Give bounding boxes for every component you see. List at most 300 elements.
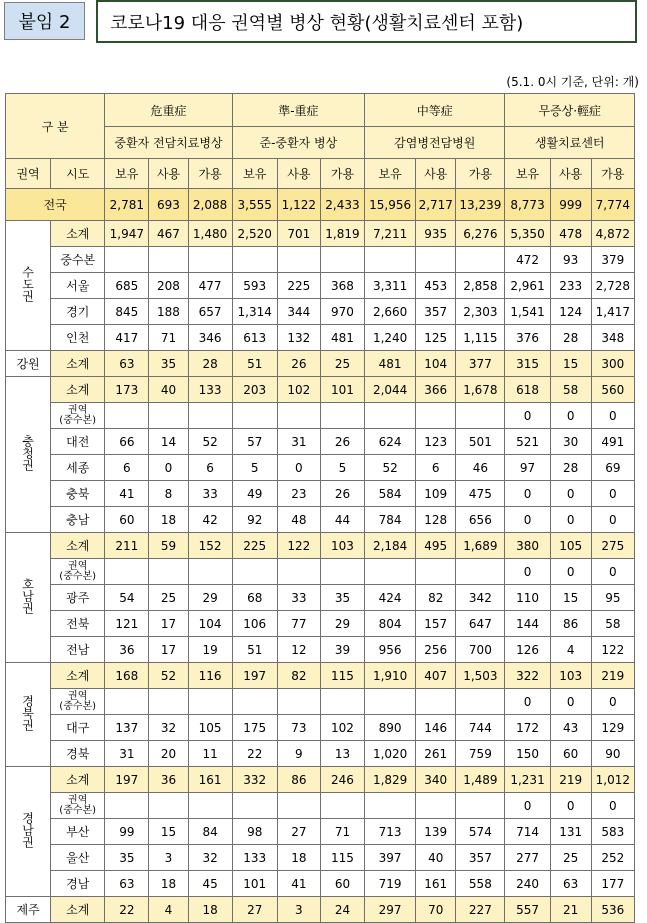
table-cell: 203 bbox=[232, 377, 277, 403]
table-cell: 0 bbox=[550, 793, 591, 819]
table-cell bbox=[416, 689, 456, 715]
table-cell: 71 bbox=[149, 325, 188, 351]
table-row bbox=[6, 715, 635, 741]
col-header: 보유 bbox=[232, 159, 277, 189]
table-cell: 6,276 bbox=[456, 221, 505, 247]
table-cell bbox=[456, 559, 505, 585]
table-cell: 227 bbox=[456, 897, 505, 923]
table-cell: 18 bbox=[188, 897, 232, 923]
table-cell bbox=[416, 793, 456, 819]
table-cell: 1,115 bbox=[456, 325, 505, 351]
table-cell: 970 bbox=[320, 299, 364, 325]
table-cell bbox=[232, 793, 277, 819]
table-cell: 0 bbox=[550, 403, 591, 429]
table-cell: 103 bbox=[550, 663, 591, 689]
table-cell: 2,303 bbox=[456, 299, 505, 325]
table-cell: 15 bbox=[149, 819, 188, 845]
table-cell: 103 bbox=[320, 533, 364, 559]
table-cell: 48 bbox=[277, 507, 320, 533]
region-label bbox=[6, 767, 51, 897]
table-cell: 121 bbox=[105, 611, 149, 637]
table-row bbox=[6, 897, 635, 923]
col-header: 사용 bbox=[550, 159, 591, 189]
table-cell bbox=[365, 403, 416, 429]
table-cell: 11 bbox=[188, 741, 232, 767]
table-cell: 109 bbox=[416, 481, 456, 507]
table-cell: 15 bbox=[550, 585, 591, 611]
table-cell: 22 bbox=[232, 741, 277, 767]
table-cell: 25 bbox=[320, 351, 364, 377]
table-cell: 0 bbox=[505, 793, 550, 819]
region-name: 경북권 bbox=[20, 695, 35, 731]
table-cell bbox=[320, 689, 364, 715]
table-cell: 315 bbox=[505, 351, 550, 377]
table-cell: 144 bbox=[505, 611, 550, 637]
table-cell: 521 bbox=[505, 429, 550, 455]
table-cell: 133 bbox=[188, 377, 232, 403]
table-cell: 122 bbox=[591, 637, 634, 663]
table-cell: 2,184 bbox=[365, 533, 416, 559]
table-cell: 1,314 bbox=[232, 299, 277, 325]
table-cell: 63 bbox=[105, 351, 149, 377]
table-cell bbox=[232, 247, 277, 273]
table-cell: 472 bbox=[505, 247, 550, 273]
table-row bbox=[6, 325, 635, 351]
table-cell: 43 bbox=[550, 715, 591, 741]
table-cell: 63 bbox=[105, 871, 149, 897]
table-row bbox=[6, 221, 635, 247]
city-label: 소계 bbox=[51, 221, 105, 247]
table-cell: 536 bbox=[591, 897, 634, 923]
table-cell: 70 bbox=[416, 897, 456, 923]
table-cell: 32 bbox=[149, 715, 188, 741]
table-cell: 804 bbox=[365, 611, 416, 637]
col-header: 보유 bbox=[105, 159, 149, 189]
table-cell: 407 bbox=[416, 663, 456, 689]
nation-value: 2,088 bbox=[188, 189, 232, 221]
table-cell: 32 bbox=[188, 845, 232, 871]
table-cell: 25 bbox=[550, 845, 591, 871]
table-cell: 344 bbox=[277, 299, 320, 325]
col-header: 가용 bbox=[591, 159, 634, 189]
table-cell: 252 bbox=[591, 845, 634, 871]
table-cell bbox=[277, 403, 320, 429]
table-cell: 2,961 bbox=[505, 273, 550, 299]
table-cell: 36 bbox=[149, 767, 188, 793]
city-label: 소계 bbox=[51, 897, 105, 923]
region-name: 제주 bbox=[16, 903, 40, 917]
table-cell: 219 bbox=[550, 767, 591, 793]
table-cell: 0 bbox=[149, 455, 188, 481]
table-cell: 123 bbox=[416, 429, 456, 455]
region-label bbox=[6, 533, 51, 663]
table-cell: 845 bbox=[105, 299, 149, 325]
table-row bbox=[6, 637, 635, 663]
category-mild: 무증상·輕症 bbox=[505, 94, 635, 127]
table-cell: 17 bbox=[149, 637, 188, 663]
table-cell: 116 bbox=[188, 663, 232, 689]
city-label: 소계 bbox=[51, 767, 105, 793]
table-cell: 2,728 bbox=[591, 273, 634, 299]
table-cell: 475 bbox=[456, 481, 505, 507]
table-cell: 139 bbox=[416, 819, 456, 845]
table-cell bbox=[365, 689, 416, 715]
table-cell: 477 bbox=[188, 273, 232, 299]
table-cell: 77 bbox=[277, 611, 320, 637]
table-cell bbox=[188, 689, 232, 715]
table-cell: 613 bbox=[232, 325, 277, 351]
table-cell: 132 bbox=[277, 325, 320, 351]
table-cell: 95 bbox=[591, 585, 634, 611]
table-cell: 106 bbox=[232, 611, 277, 637]
table-cell: 124 bbox=[550, 299, 591, 325]
table-cell: 23 bbox=[277, 481, 320, 507]
table-cell: 481 bbox=[365, 351, 416, 377]
table-cell bbox=[188, 559, 232, 585]
table-cell: 0 bbox=[550, 559, 591, 585]
table-cell bbox=[105, 793, 149, 819]
table-cell: 583 bbox=[591, 819, 634, 845]
table-cell: 59 bbox=[149, 533, 188, 559]
table-cell bbox=[456, 247, 505, 273]
table-cell: 348 bbox=[591, 325, 634, 351]
table-cell: 256 bbox=[416, 637, 456, 663]
table-cell: 424 bbox=[365, 585, 416, 611]
region-name: 강원 bbox=[16, 357, 40, 371]
table-cell: 99 bbox=[105, 819, 149, 845]
table-cell: 1,231 bbox=[505, 767, 550, 793]
table-cell: 101 bbox=[320, 377, 364, 403]
region-name: 호남권 bbox=[20, 578, 35, 614]
table-cell: 177 bbox=[591, 871, 634, 897]
table-cell bbox=[320, 247, 364, 273]
table-cell: 300 bbox=[591, 351, 634, 377]
table-cell: 593 bbox=[232, 273, 277, 299]
table-cell: 197 bbox=[105, 767, 149, 793]
city-label: 소계 bbox=[51, 663, 105, 689]
table-cell: 211 bbox=[105, 533, 149, 559]
table-cell: 956 bbox=[365, 637, 416, 663]
table-cell: 495 bbox=[416, 533, 456, 559]
col-header: 사용 bbox=[416, 159, 456, 189]
attachment-tag: 붙임 2 bbox=[4, 2, 85, 40]
table-cell: 146 bbox=[416, 715, 456, 741]
region-label bbox=[6, 663, 51, 767]
region-label bbox=[6, 221, 51, 351]
table-cell: 297 bbox=[365, 897, 416, 923]
table-cell: 0 bbox=[505, 403, 550, 429]
region-label bbox=[6, 897, 51, 923]
table-cell: 713 bbox=[365, 819, 416, 845]
region-label bbox=[6, 377, 51, 533]
table-row bbox=[6, 689, 635, 715]
table-cell: 71 bbox=[320, 819, 364, 845]
table-cell: 685 bbox=[105, 273, 149, 299]
city-label: 전북 bbox=[51, 611, 105, 637]
table-cell: 0 bbox=[505, 689, 550, 715]
table-row bbox=[6, 403, 635, 429]
nation-value: 999 bbox=[550, 189, 591, 221]
table-cell: 33 bbox=[188, 481, 232, 507]
table-cell: 104 bbox=[188, 611, 232, 637]
table-cell: 42 bbox=[188, 507, 232, 533]
table-cell: 8 bbox=[149, 481, 188, 507]
col-header: 가용 bbox=[188, 159, 232, 189]
table-cell bbox=[188, 793, 232, 819]
city-label: 권역 (중수본) bbox=[51, 403, 105, 429]
table-cell: 29 bbox=[188, 585, 232, 611]
table-cell: 3,311 bbox=[365, 273, 416, 299]
table-cell: 219 bbox=[591, 663, 634, 689]
category-moderate: 中等症 bbox=[365, 94, 505, 127]
table-cell: 2,660 bbox=[365, 299, 416, 325]
table-cell bbox=[232, 559, 277, 585]
table-cell: 1,819 bbox=[320, 221, 364, 247]
table-cell: 35 bbox=[105, 845, 149, 871]
city-label: 충남 bbox=[51, 507, 105, 533]
table-cell: 173 bbox=[105, 377, 149, 403]
table-cell: 275 bbox=[591, 533, 634, 559]
city-label: 전남 bbox=[51, 637, 105, 663]
region-name: 충청권 bbox=[20, 435, 35, 471]
table-cell: 261 bbox=[416, 741, 456, 767]
table-cell: 31 bbox=[105, 741, 149, 767]
table-cell: 44 bbox=[320, 507, 364, 533]
table-cell: 102 bbox=[320, 715, 364, 741]
table-cell: 4 bbox=[550, 637, 591, 663]
table-cell: 2,044 bbox=[365, 377, 416, 403]
nation-value: 693 bbox=[149, 189, 188, 221]
table-row bbox=[6, 819, 635, 845]
table-cell: 1,678 bbox=[456, 377, 505, 403]
city-label: 인천 bbox=[51, 325, 105, 351]
col-header: 보유 bbox=[505, 159, 550, 189]
table-cell bbox=[365, 559, 416, 585]
table-cell: 935 bbox=[416, 221, 456, 247]
table-cell: 346 bbox=[188, 325, 232, 351]
region-label bbox=[6, 351, 51, 377]
city-label: 권역 (중수본) bbox=[51, 689, 105, 715]
category-semi-critical: 準-重症 bbox=[232, 94, 364, 127]
table-cell: 82 bbox=[416, 585, 456, 611]
col-header: 가용 bbox=[456, 159, 505, 189]
nation-value: 7,774 bbox=[591, 189, 634, 221]
table-cell: 68 bbox=[232, 585, 277, 611]
table-cell: 90 bbox=[591, 741, 634, 767]
table-cell: 115 bbox=[320, 663, 364, 689]
table-cell: 26 bbox=[277, 351, 320, 377]
table-cell: 105 bbox=[550, 533, 591, 559]
nation-value: 2,717 bbox=[416, 189, 456, 221]
table-cell: 25 bbox=[149, 585, 188, 611]
nation-value: 8,773 bbox=[505, 189, 550, 221]
table-cell: 557 bbox=[505, 897, 550, 923]
table-cell bbox=[232, 689, 277, 715]
table-cell: 161 bbox=[188, 767, 232, 793]
table-cell: 560 bbox=[591, 377, 634, 403]
nation-label: 전국 bbox=[6, 189, 105, 221]
table-cell: 12 bbox=[277, 637, 320, 663]
table-cell: 39 bbox=[320, 637, 364, 663]
table-row bbox=[6, 299, 635, 325]
table-cell: 133 bbox=[232, 845, 277, 871]
table-cell: 27 bbox=[232, 897, 277, 923]
table-cell: 18 bbox=[149, 871, 188, 897]
bed-status-table bbox=[5, 93, 635, 923]
table-row bbox=[6, 585, 635, 611]
table-cell: 92 bbox=[232, 507, 277, 533]
table-cell: 1,689 bbox=[456, 533, 505, 559]
table-cell: 478 bbox=[550, 221, 591, 247]
table-cell bbox=[149, 247, 188, 273]
table-cell bbox=[149, 559, 188, 585]
table-cell: 618 bbox=[505, 377, 550, 403]
table-cell bbox=[456, 689, 505, 715]
city-label: 충북 bbox=[51, 481, 105, 507]
table-cell: 656 bbox=[456, 507, 505, 533]
table-cell: 1,489 bbox=[456, 767, 505, 793]
nation-value: 2,433 bbox=[320, 189, 364, 221]
table-cell: 104 bbox=[416, 351, 456, 377]
table-row bbox=[6, 741, 635, 767]
subcategory-critical: 중환자 전담치료병상 bbox=[105, 127, 232, 159]
table-cell: 86 bbox=[277, 767, 320, 793]
corner-header: 구 분 bbox=[6, 94, 105, 159]
table-cell: 35 bbox=[149, 351, 188, 377]
table-cell: 744 bbox=[456, 715, 505, 741]
city-label: 세종 bbox=[51, 455, 105, 481]
table-cell: 322 bbox=[505, 663, 550, 689]
table-cell bbox=[320, 403, 364, 429]
city-label: 소계 bbox=[51, 351, 105, 377]
table-cell: 24 bbox=[320, 897, 364, 923]
table-cell: 14 bbox=[149, 429, 188, 455]
table-cell: 30 bbox=[550, 429, 591, 455]
table-cell: 131 bbox=[550, 819, 591, 845]
table-cell: 377 bbox=[456, 351, 505, 377]
table-row bbox=[6, 845, 635, 871]
table-cell: 467 bbox=[149, 221, 188, 247]
table-cell: 122 bbox=[277, 533, 320, 559]
col-header: 가용 bbox=[320, 159, 364, 189]
table-cell: 890 bbox=[365, 715, 416, 741]
table-cell: 22 bbox=[105, 897, 149, 923]
city-label: 권역 (중수본) bbox=[51, 559, 105, 585]
table-cell: 246 bbox=[320, 767, 364, 793]
table-cell: 700 bbox=[456, 637, 505, 663]
table-cell bbox=[456, 793, 505, 819]
table-cell: 26 bbox=[320, 481, 364, 507]
table-cell: 31 bbox=[277, 429, 320, 455]
table-cell: 0 bbox=[591, 559, 634, 585]
nation-value: 15,956 bbox=[365, 189, 416, 221]
table-cell: 5,350 bbox=[505, 221, 550, 247]
table-row bbox=[6, 507, 635, 533]
table-cell bbox=[365, 247, 416, 273]
table-cell: 84 bbox=[188, 819, 232, 845]
table-row bbox=[6, 663, 635, 689]
table-cell: 157 bbox=[416, 611, 456, 637]
table-cell: 35 bbox=[320, 585, 364, 611]
col-header-city: 시도 bbox=[51, 159, 105, 189]
table-cell: 0 bbox=[505, 507, 550, 533]
table-cell: 66 bbox=[105, 429, 149, 455]
table-row bbox=[6, 871, 635, 897]
table-cell: 28 bbox=[188, 351, 232, 377]
table-cell: 172 bbox=[505, 715, 550, 741]
col-header-region: 권역 bbox=[6, 159, 51, 189]
table-cell bbox=[416, 559, 456, 585]
table-row bbox=[6, 351, 635, 377]
table-cell: 27 bbox=[277, 819, 320, 845]
table-cell: 51 bbox=[232, 637, 277, 663]
table-cell: 137 bbox=[105, 715, 149, 741]
table-cell bbox=[365, 793, 416, 819]
table-cell: 45 bbox=[188, 871, 232, 897]
city-label: 광주 bbox=[51, 585, 105, 611]
table-cell: 168 bbox=[105, 663, 149, 689]
table-note: (5.1. 0시 기준, 단위: 개) bbox=[506, 75, 639, 89]
city-label: 소계 bbox=[51, 377, 105, 403]
table-cell: 60 bbox=[320, 871, 364, 897]
table-cell bbox=[277, 689, 320, 715]
table-cell: 574 bbox=[456, 819, 505, 845]
table-cell: 110 bbox=[505, 585, 550, 611]
table-cell: 125 bbox=[416, 325, 456, 351]
table-cell: 225 bbox=[232, 533, 277, 559]
subcategory-moderate: 감염병전담병원 bbox=[365, 127, 505, 159]
table-cell: 558 bbox=[456, 871, 505, 897]
table-cell: 28 bbox=[550, 325, 591, 351]
table-cell: 101 bbox=[232, 871, 277, 897]
table-cell bbox=[277, 793, 320, 819]
page-title: 코로나19 대응 권역별 병상 현황(생활치료센터 포함) bbox=[96, 0, 637, 43]
table-cell: 20 bbox=[149, 741, 188, 767]
city-label: 울산 bbox=[51, 845, 105, 871]
table-row bbox=[6, 429, 635, 455]
table-row bbox=[6, 247, 635, 273]
city-label: 권역 (중수본) bbox=[51, 793, 105, 819]
table-cell: 0 bbox=[505, 481, 550, 507]
table-cell: 366 bbox=[416, 377, 456, 403]
category-critical: 危重症 bbox=[105, 94, 232, 127]
table-cell: 0 bbox=[591, 403, 634, 429]
table-cell bbox=[149, 689, 188, 715]
table-cell bbox=[416, 247, 456, 273]
table-cell: 128 bbox=[416, 507, 456, 533]
table-cell: 240 bbox=[505, 871, 550, 897]
table-row bbox=[6, 793, 635, 819]
table-cell: 98 bbox=[232, 819, 277, 845]
table-cell: 69 bbox=[591, 455, 634, 481]
city-label: 대구 bbox=[51, 715, 105, 741]
table-cell: 0 bbox=[550, 507, 591, 533]
table-cell bbox=[416, 403, 456, 429]
city-label: 서울 bbox=[51, 273, 105, 299]
table-cell: 784 bbox=[365, 507, 416, 533]
table-cell: 26 bbox=[320, 429, 364, 455]
table-cell: 86 bbox=[550, 611, 591, 637]
table-cell: 18 bbox=[277, 845, 320, 871]
table-cell: 29 bbox=[320, 611, 364, 637]
table-cell: 105 bbox=[188, 715, 232, 741]
table-cell: 657 bbox=[188, 299, 232, 325]
table-cell: 40 bbox=[416, 845, 456, 871]
table-cell: 453 bbox=[416, 273, 456, 299]
table-cell: 0 bbox=[591, 793, 634, 819]
table-cell: 357 bbox=[456, 845, 505, 871]
table-cell: 82 bbox=[277, 663, 320, 689]
